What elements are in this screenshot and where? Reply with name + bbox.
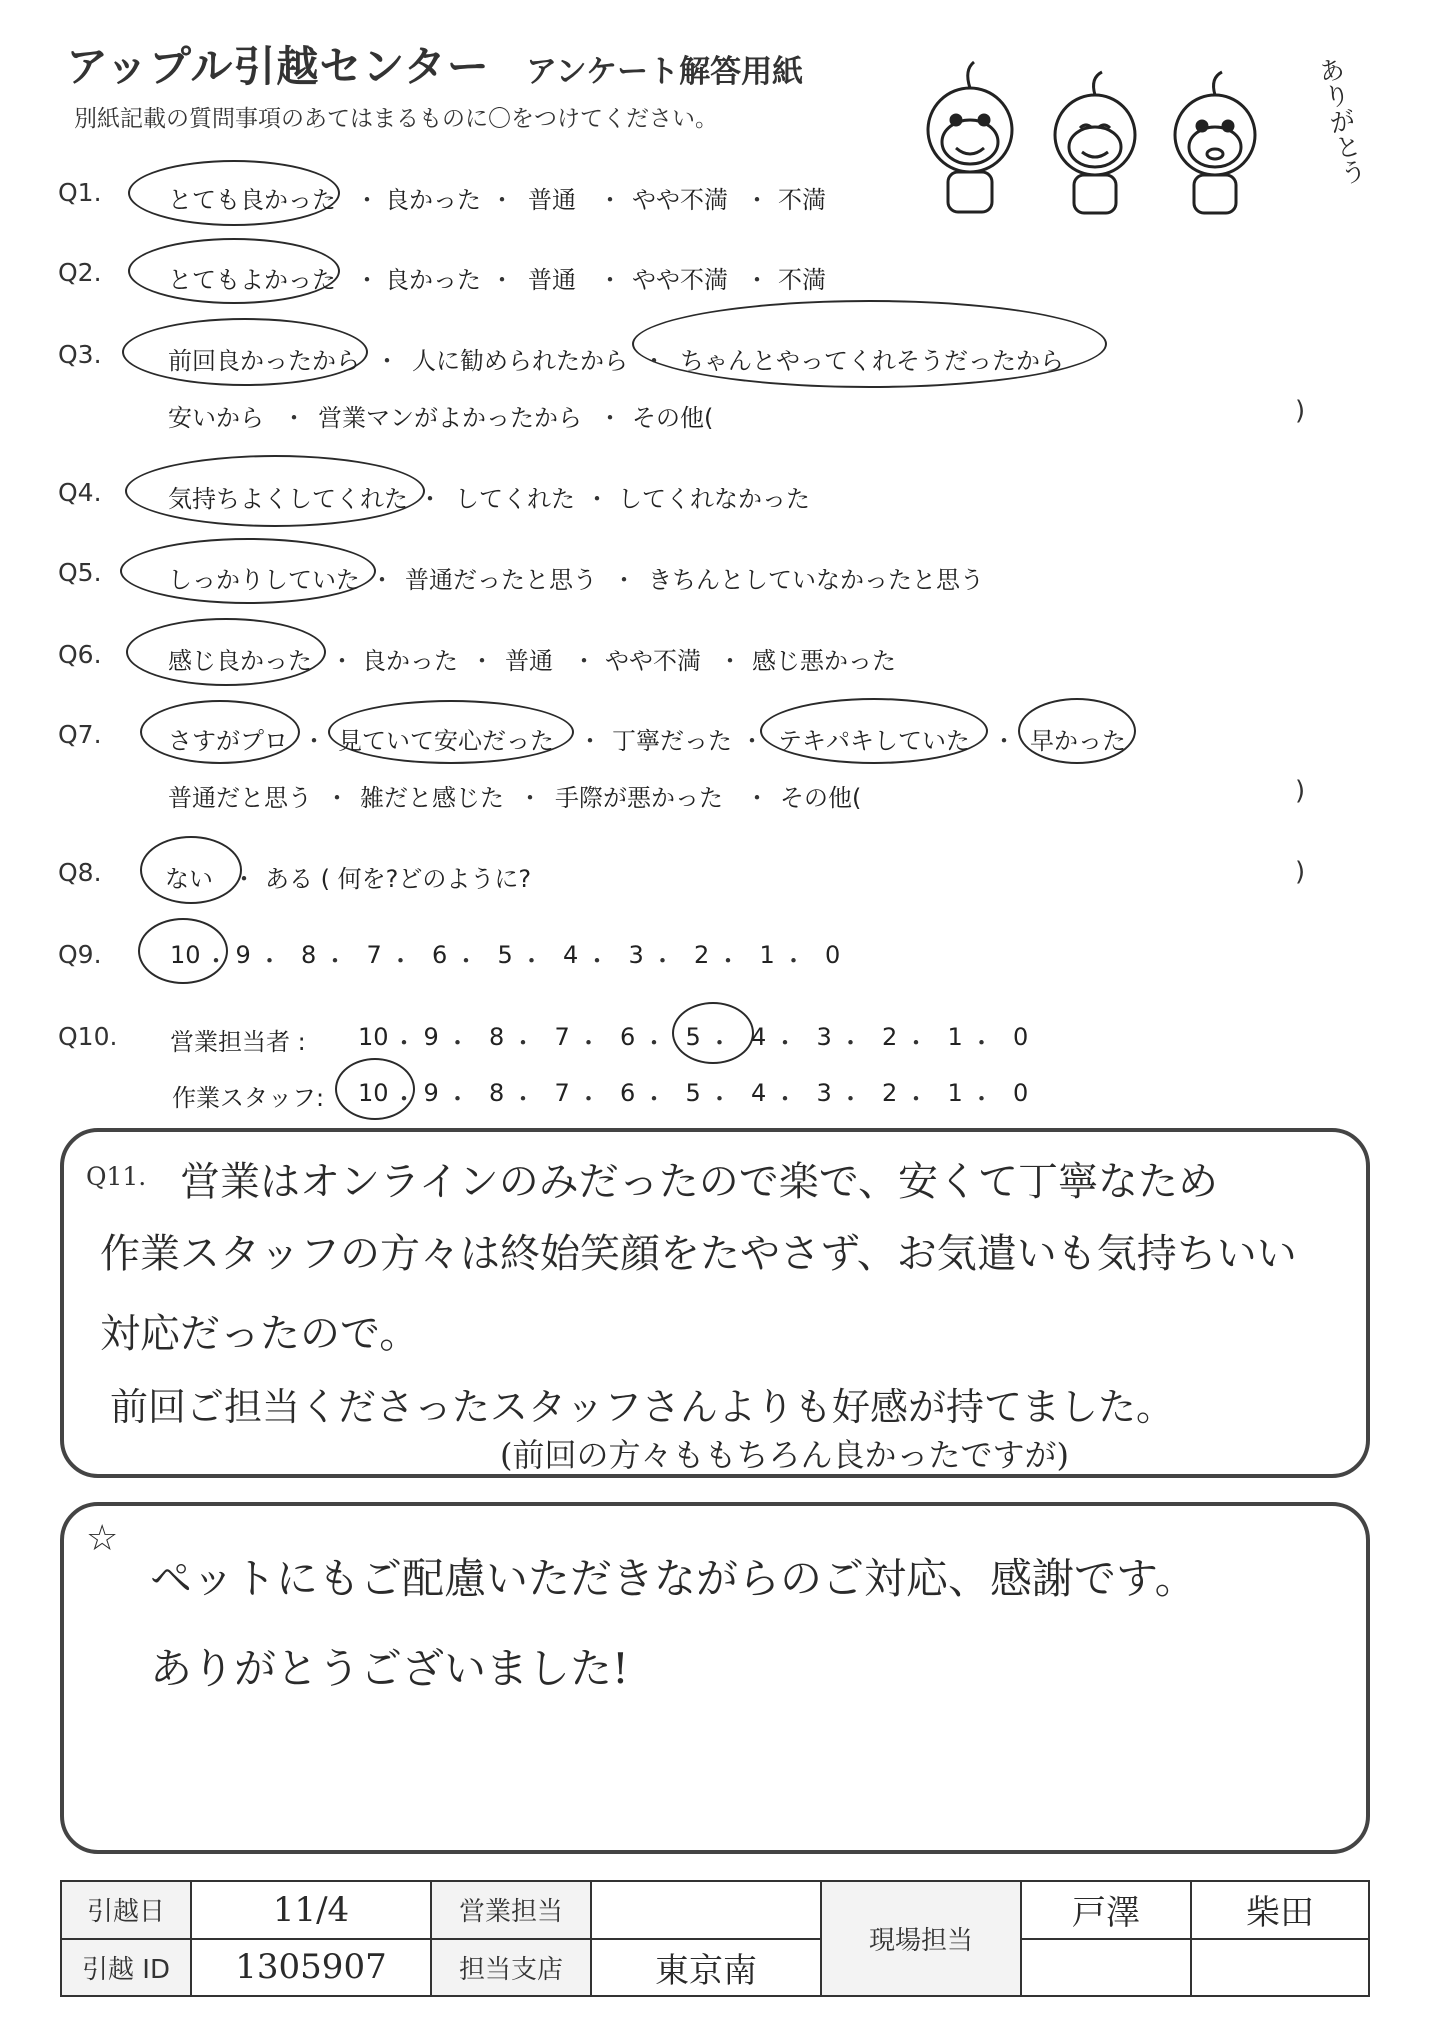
q7-option-other[interactable]: その他( [780,784,862,812]
q8-label: Q8. [58,858,102,887]
q7-option[interactable]: テキパキしていた [778,727,970,755]
form-subtitle: アンケート解答用紙 [526,54,804,90]
q10-sales-option[interactable]: 3 [816,1023,832,1051]
q6-label: Q6. [58,640,102,669]
q8-option[interactable]: ある ( 何を?どのように? [265,865,532,893]
q10-staff-option[interactable]: 5 [685,1079,701,1107]
q10-staff-option[interactable]: 2 [882,1079,898,1107]
q10-label: Q10. [58,1022,118,1051]
q7-option[interactable]: 手際が悪かった [555,784,723,812]
q10-sales-option[interactable]: 0 [1013,1023,1029,1051]
q9-option[interactable]: 7 [366,941,382,969]
monkey-icon [928,62,1012,212]
q1-option[interactable]: 不満 [778,186,826,214]
q7-option[interactable]: 見ていて安心だった [338,727,554,755]
q10-sales-option[interactable]: 7 [554,1023,570,1051]
q11-answer-line: 営業はオンラインのみだったので楽で、安くて丁寧なため [180,1159,1218,1205]
q2-option[interactable]: 不満 [778,266,826,294]
site-value-2[interactable]: 柴田 [1191,1881,1369,1939]
q5-label: Q5. [58,558,102,587]
q10-sales-label: 営業担当者 : [170,1028,306,1056]
q10-sales-option[interactable]: 4 [751,1023,767,1051]
sales-value[interactable] [591,1881,821,1939]
site-value-empty-2[interactable] [1191,1939,1369,1997]
star-icon: ☆ [86,1518,119,1559]
q10-sales-option[interactable]: 6 [620,1023,636,1051]
q2-option[interactable]: 普通 [528,266,576,294]
q1-option[interactable]: 良かった [385,186,481,214]
q3-option[interactable]: ちゃんとやってくれそうだったから [680,347,1064,375]
q9-option[interactable]: 4 [563,941,579,969]
q1-option[interactable]: 普通 [528,186,576,214]
sales-label: 営業担当 [431,1881,591,1939]
move-date-label: 引越日 [61,1881,191,1939]
q10-staff-option[interactable]: 3 [816,1079,832,1107]
mascot-illustration [890,50,1340,225]
q8-option[interactable]: ない [165,865,213,893]
q6-option[interactable]: やや不満 [605,647,701,675]
q6-option[interactable]: 普通 [505,647,553,675]
q2-option[interactable]: とてもよかった [168,266,336,294]
q3-option[interactable]: 人に勧められたから [412,347,628,375]
q11-label: Q11. [86,1162,147,1191]
q6-option[interactable]: 感じ良かった [168,647,312,675]
move-date-value[interactable]: 11/4 [191,1881,431,1939]
q4-option[interactable]: してくれた [455,485,575,513]
q9-option[interactable]: 5 [497,941,513,969]
q3-option[interactable]: 営業マンがよかったから [318,404,582,432]
q7-option[interactable]: 雑だと感じた [360,784,504,812]
q10-sales-option[interactable]: 10 [358,1023,389,1051]
q4-option[interactable]: 気持ちよくしてくれた [168,485,408,513]
site-label: 現場担当 [821,1881,1021,1996]
monkey-icon [1175,72,1255,213]
q9-option[interactable]: 8 [301,941,317,969]
q10-staff-option[interactable]: 10 [358,1079,389,1107]
q5-option[interactable]: きちんとしていなかったと思う [648,566,984,594]
q11-answer-line: 対応だったので。 [100,1311,420,1357]
q10-sales-option[interactable]: 9 [423,1023,439,1051]
q5-option[interactable]: 普通だったと思う [405,566,597,594]
q4-option[interactable]: してくれなかった [618,485,810,513]
form-instruction: 別紙記載の質問事項のあてはまるものに〇をつけてください。 [74,106,718,132]
q9-option[interactable]: 10 [170,941,201,969]
q7-other-close: ) [1295,776,1306,806]
q11-answer-line: (前回の方々ももちろん良かったですが) [500,1436,1069,1474]
q2-option[interactable]: 良かった [385,266,481,294]
q11-answer-line: 作業スタッフの方々は終始笑顔をたやさず、お気遣いも気持ちいい [100,1231,1297,1277]
q3-label: Q3. [58,340,102,369]
comment-line: ペットにもご配慮いただきながらのご対応、感謝です。 [150,1554,1197,1603]
q11-answer-line: 前回ご担当くださったスタッフさんよりも好感が持てました。 [110,1385,1175,1429]
q10-sales-option[interactable]: 5 [685,1023,701,1051]
q6-option[interactable]: 感じ悪かった [752,647,896,675]
move-id-value[interactable]: 1305907 [191,1939,431,1997]
q9-option[interactable]: 6 [432,941,448,969]
q2-option[interactable]: やや不満 [632,266,728,294]
q2-label: Q2. [58,258,102,287]
q7-option[interactable]: 丁寧だった [612,727,732,755]
q10-staff-option[interactable]: 0 [1013,1079,1029,1107]
q7-option[interactable]: さすがプロ [168,727,288,755]
site-value-1[interactable]: 戸澤 [1021,1881,1191,1939]
q10-staff-option[interactable]: 8 [489,1079,505,1107]
thanks-vertical-text: ありがとう [1311,54,1369,188]
q10-sales-option[interactable]: 1 [947,1023,963,1051]
q10-staff-option[interactable]: 1 [947,1079,963,1107]
q3-option[interactable]: 安いから [168,404,264,432]
q10-staff-option[interactable]: 7 [554,1079,570,1107]
q10-staff-option[interactable]: 9 [423,1079,439,1107]
q9-label: Q9. [58,940,102,969]
q3-option[interactable]: 前回良かったから [168,347,360,375]
q9-option[interactable]: 2 [694,941,710,969]
q9-option[interactable]: 0 [825,941,841,969]
q3-option-other[interactable]: その他( [632,404,714,432]
q10-sales-option[interactable]: 8 [489,1023,505,1051]
q10-staff-option[interactable]: 6 [620,1079,636,1107]
q6-option[interactable]: 良かった [362,647,458,675]
q5-option[interactable]: しっかりしていた [168,566,360,594]
meta-table [60,1880,1370,1997]
site-value-empty-1[interactable] [1021,1939,1191,1997]
move-id-label: 引越 ID [61,1939,191,1997]
q1-label: Q1. [58,178,102,207]
q1-option[interactable]: とても良かった [168,186,336,214]
comment-line: ありがとうございました! [150,1644,629,1693]
q7-option[interactable]: 早かった [1030,727,1126,755]
q7-option[interactable]: 普通だと思う [168,784,312,812]
q9-option[interactable]: 9 [235,941,251,969]
monkey-icon [1055,72,1135,213]
q10-staff-option[interactable]: 4 [751,1079,767,1107]
q10-sales-option[interactable]: 2 [882,1023,898,1051]
q1-option[interactable]: やや不満 [632,186,728,214]
q7-label: Q7. [58,720,102,749]
q9-option[interactable]: 3 [628,941,644,969]
q9-option[interactable]: 1 [759,941,775,969]
q4-label: Q4. [58,478,102,507]
q8-close: ) [1295,857,1306,887]
branch-value[interactable]: 東京南 [591,1939,821,1997]
branch-label: 担当支店 [431,1939,591,1997]
q3-other-close: ) [1295,396,1306,426]
q10-staff-label: 作業スタッフ: [172,1084,325,1112]
form-title: アップル引越センター [66,42,490,91]
